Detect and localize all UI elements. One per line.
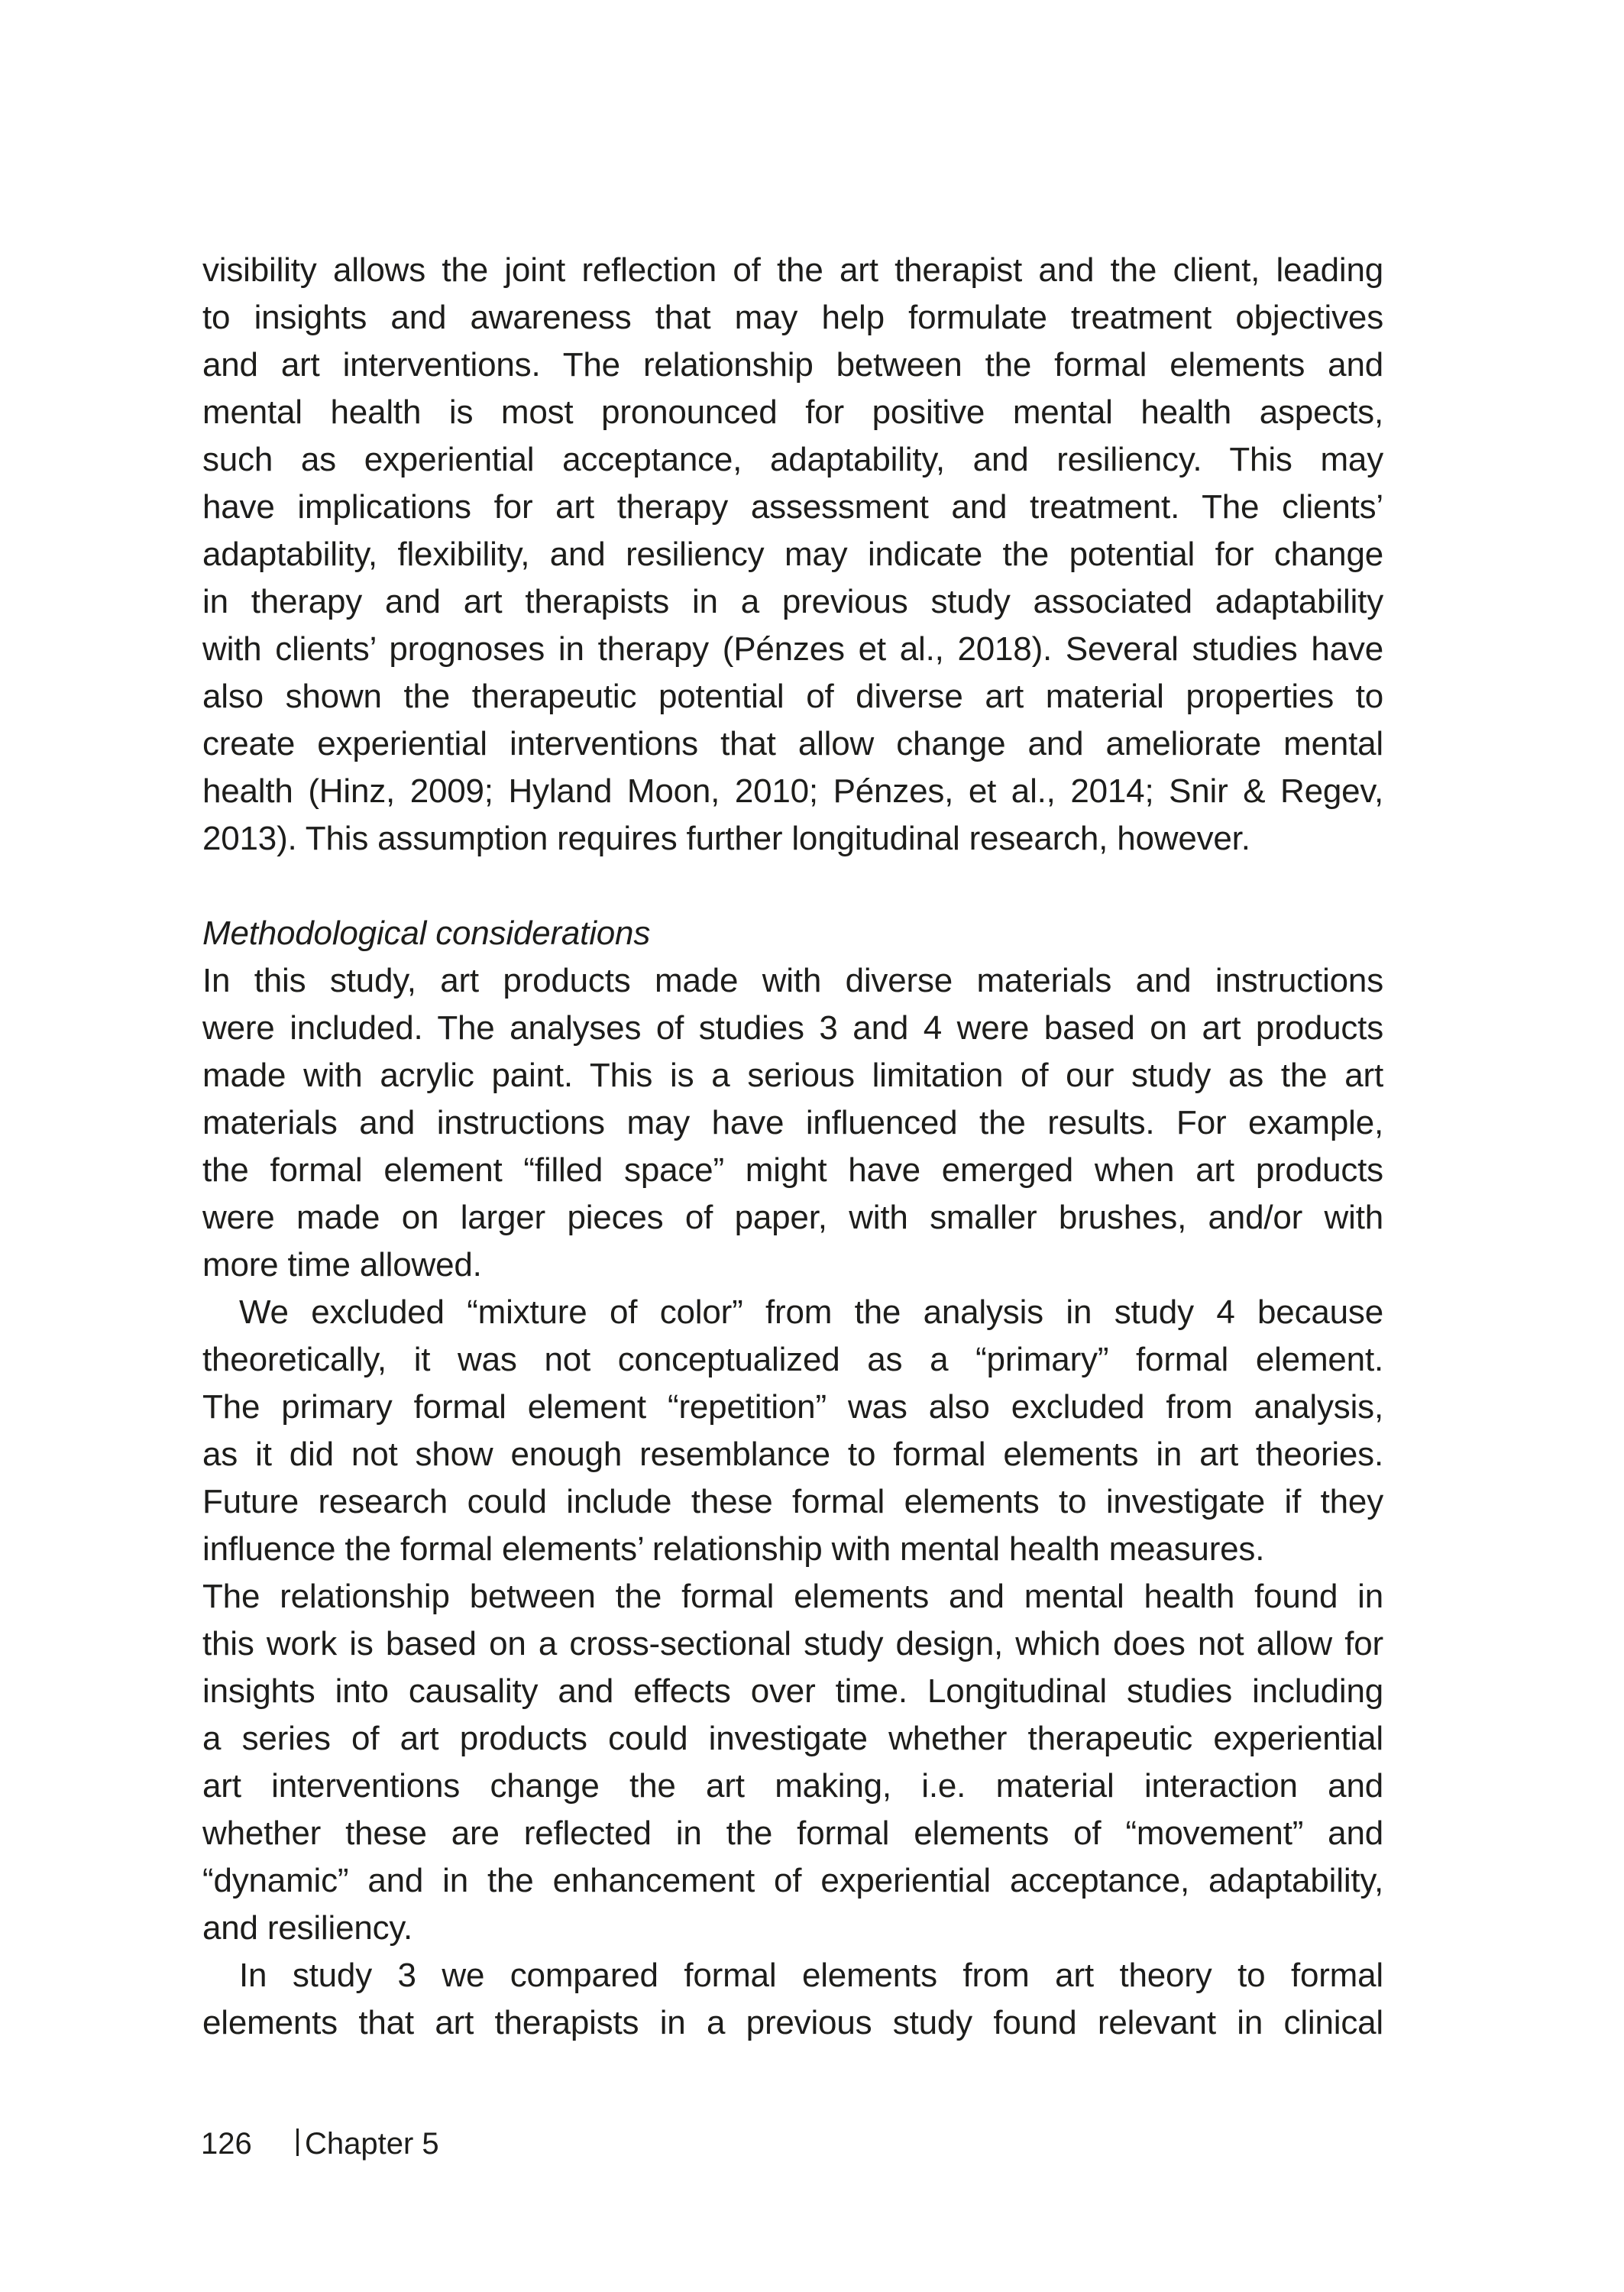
text-line: whether these are reflected in the formal elements of “movement” and: [202, 1814, 1383, 1852]
footer-separator: [296, 2129, 299, 2156]
text-line: health (Hinz, 2009; Hyland Moon, 2010; Pénzes, et al., 2014; Snir & Regev,: [202, 772, 1383, 810]
text-line: insights into causality and effects over time. Longitudinal studies including: [202, 1672, 1383, 1710]
text-line: as it did not show enough resemblance to formal elements in art theories.: [202, 1436, 1383, 1473]
text-line: We excluded “mixture of color” from the analysis in study 4 because: [239, 1293, 1383, 1331]
text-line: In this study, art products made with diverse materials and instructions: [202, 962, 1383, 999]
text-line: The relationship between the formal elements and mental health found in: [202, 1578, 1383, 1615]
text-line: theoretically, it was not conceptualized as a “primary” formal element.: [202, 1341, 1383, 1378]
text-line: also shown the therapeutic potential of diverse art material properties to: [202, 678, 1383, 715]
chapter-label: Chapter 5: [305, 2127, 439, 2161]
text-line: create experiential interventions that allow change and ameliorate mental: [202, 725, 1383, 762]
text-line: with clients’ prognoses in therapy (Pénzes et al., 2018). Several studies have: [202, 630, 1383, 668]
text-line: “dynamic” and in the enhancement of experiential acceptance, adaptability,: [202, 1862, 1383, 1899]
text-line: were included. The analyses of studies 3 and 4 were based on art products: [202, 1009, 1383, 1047]
text-line: made with acrylic paint. This is a serious limitation of our study as the art: [202, 1057, 1383, 1094]
text-line: materials and instructions may have influenced the results. For example,: [202, 1104, 1383, 1141]
text-column: [202, 247, 1383, 2047]
paragraph-spacer: [202, 863, 1383, 910]
text-line: a series of art products could investigate whether therapeutic experiential: [202, 1720, 1383, 1757]
text-line: elements that art therapists in a previous study found relevant in clinical: [202, 2004, 1383, 2041]
text-line: 2013). This assumption requires further longitudinal research, however.: [202, 820, 1250, 857]
section-heading: Methodological considerations: [202, 915, 651, 952]
text-line: the formal element “filled space” might have emerged when art products: [202, 1151, 1383, 1189]
text-line: mental health is most pronounced for positive mental health aspects,: [202, 393, 1383, 431]
text-line: have implications for art therapy assessment and treatment. The clients’: [202, 488, 1383, 526]
page-number: 126: [201, 2127, 252, 2161]
text-line: The primary formal element “repetition” was also excluded from analysis,: [202, 1388, 1383, 1426]
paragraph-2: [202, 957, 1383, 1289]
paragraph-3: [202, 1289, 1383, 1573]
text-line: and art interventions. The relationship between the formal elements and: [202, 346, 1383, 384]
text-line: were made on larger pieces of paper, with smaller brushes, and/or with: [202, 1199, 1383, 1236]
text-line: Future research could include these formal elements to investigate if they: [202, 1483, 1383, 1520]
text-line: in therapy and art therapists in a previous study associated adaptability: [202, 583, 1383, 620]
text-line: art interventions change the art making, i.e. material interaction and: [202, 1767, 1383, 1805]
text-line: and resiliency.: [202, 1909, 412, 1947]
text-line: this work is based on a cross-sectional study design, which does not allow for: [202, 1625, 1383, 1662]
paragraph-5: [202, 1952, 1383, 2047]
paragraph-1: [202, 247, 1383, 863]
text-line: influence the formal elements’ relationship with mental health measures.: [202, 1530, 1265, 1568]
text-line: In study 3 we compared formal elements from art theory to formal: [239, 1957, 1383, 1994]
text-line: visibility allows the joint reflection of the art therapist and the client, leading: [202, 251, 1383, 289]
text-line: to insights and awareness that may help formulate treatment objectives: [202, 299, 1383, 336]
text-line: adaptability, flexibility, and resiliency may indicate the potential for change: [202, 536, 1383, 573]
page-footer: [201, 2125, 439, 2163]
text-line: such as experiential acceptance, adaptability, and resiliency. This may: [202, 441, 1383, 478]
text-line: more time allowed.: [202, 1246, 482, 1284]
paragraph-4: [202, 1573, 1383, 1952]
